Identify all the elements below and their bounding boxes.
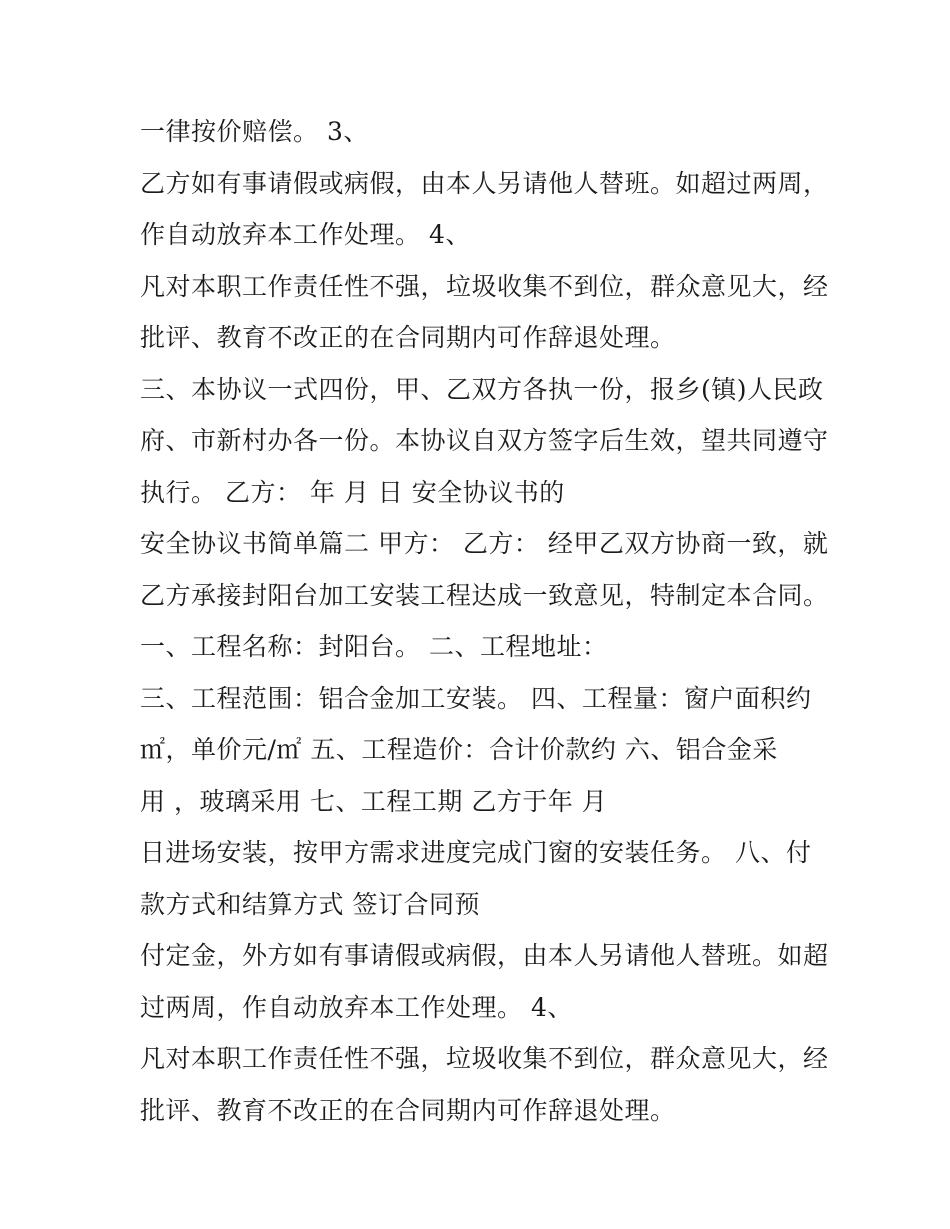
text-line-8: 执行。 乙方： 年 月 日 安全协议书的 [140, 477, 565, 507]
text-line-7: 府、市新村办各一份。本协议自双方签字后生效，望共同遵守 [140, 426, 829, 455]
text-line-18: 过两周，作自动放弃本工作处理。 4、 [140, 992, 573, 1022]
text-line-1: 一律按价赔偿。 3、 [140, 117, 369, 146]
document-body [140, 106, 840, 1136]
text-line-14: 用 ，玻璃采用 七、工程工期 乙方于年 月 [140, 786, 608, 816]
text-line-19: 凡对本职工作责任性不强，垃圾收集不到位，群众意见大，经 [140, 1044, 829, 1073]
text-line-20: 批评、教育不改正的在合同期内可作辞退处理。 [140, 1095, 676, 1125]
text-line-16: 款方式和结算方式 签订合同预 [140, 889, 480, 919]
text-line-13: ㎡，单价元/㎡ 五、工程造价：合计价款约 六、铝合金采 [140, 735, 778, 764]
text-line-10: 乙方承接封阳台加工安装工程达成一致意见，特制定本合同。 [140, 580, 829, 610]
text-line-6: 三、本协议一式四份，甲、乙双方各执一份，报乡(镇)人民政 [140, 374, 824, 404]
text-line-5: 批评、教育不改正的在合同期内可作辞退处理。 [140, 323, 676, 352]
text-line-15: 日进场安装，按甲方需求进度完成门窗的安装任务。 八、付 [140, 838, 812, 867]
text-line-11: 一、工程名称：封阳台。 二、工程地址： [140, 632, 608, 661]
text-line-4: 凡对本职工作责任性不强，垃圾收集不到位，群众意见大，经 [140, 271, 829, 301]
text-line-17: 付定金，外方如有事请假或病假，由本人另请他人替班。如超 [140, 941, 829, 970]
text-line-12: 三、工程范围：铝合金加工安装。 四、工程量：窗户面积约 [140, 683, 812, 713]
text-line-9: 安全协议书简单篇二 甲方： 乙方： 经甲乙双方协商一致，就 [140, 529, 829, 558]
text-line-2: 乙方如有事请假或病假，由本人另请他人替班。如超过两周， [140, 168, 829, 198]
text-line-3: 作自动放弃本工作处理。 4、 [140, 220, 471, 249]
